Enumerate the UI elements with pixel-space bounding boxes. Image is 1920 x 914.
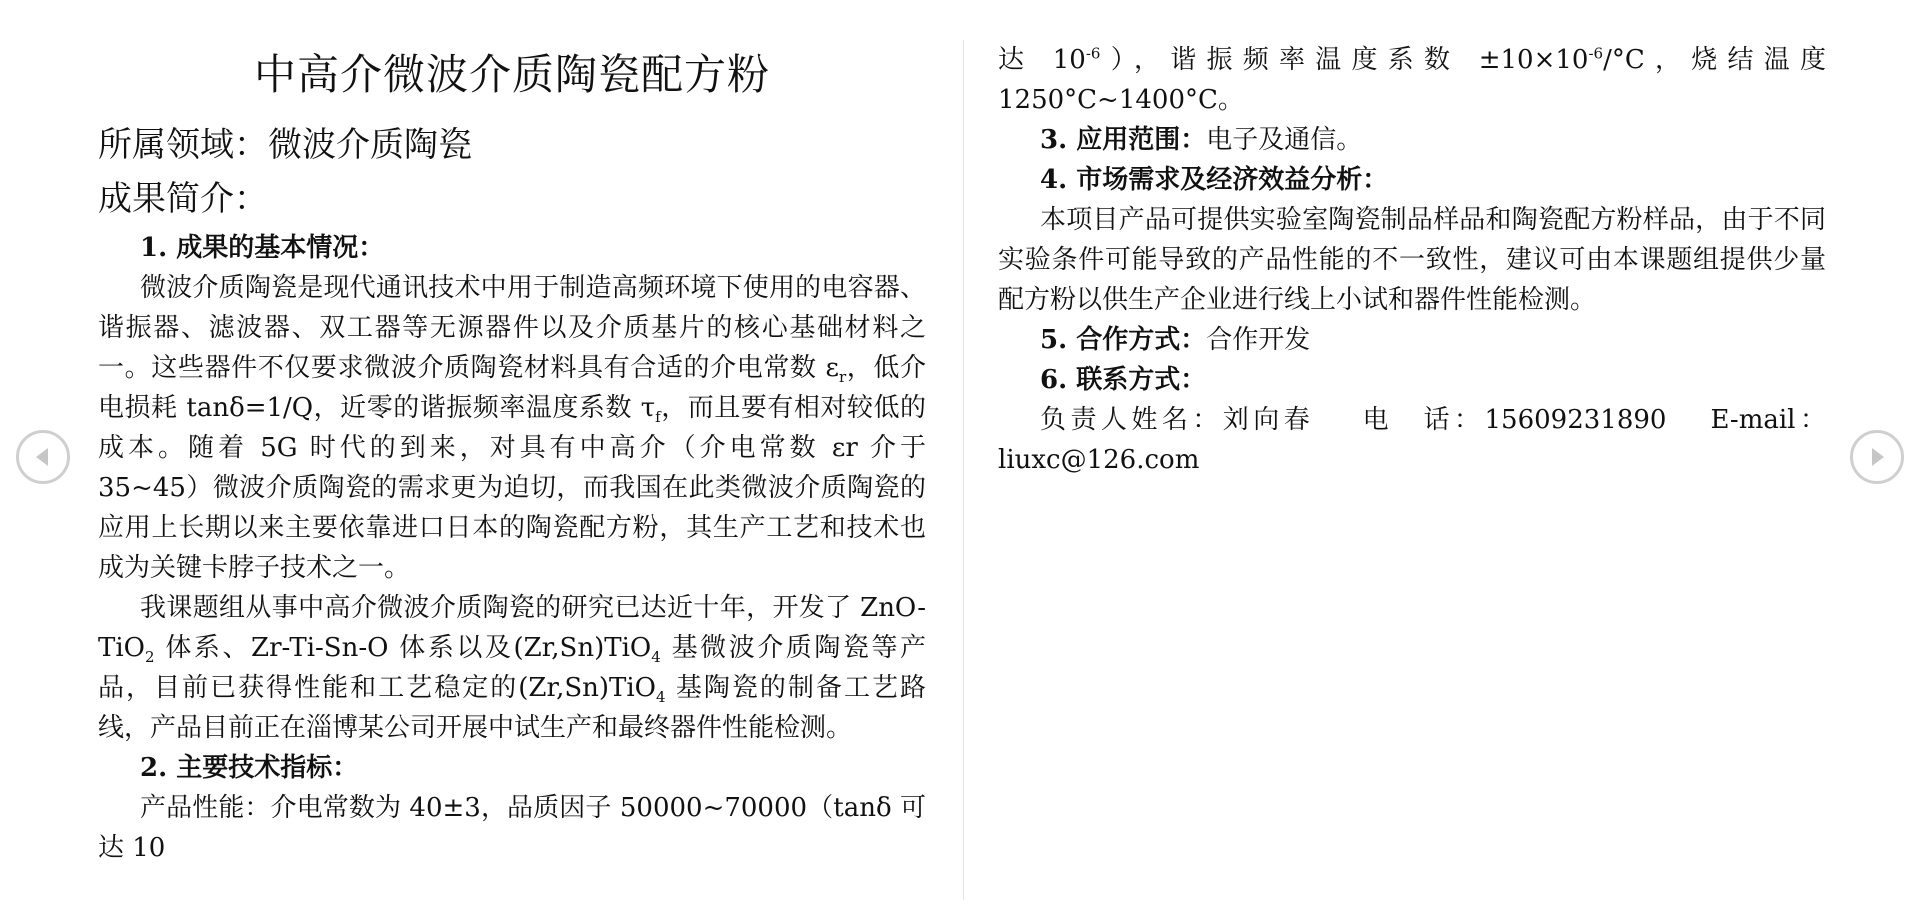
chevron-right-icon bbox=[1853, 433, 1901, 481]
section-3-heading: 3. 应用范围：电子及通信。 bbox=[1040, 125, 1363, 155]
left-page bbox=[98, 40, 927, 863]
right-page bbox=[998, 40, 1826, 480]
field-heading: 所属领域：微波介质陶瓷 bbox=[98, 125, 472, 165]
intro-heading: 成果简介： bbox=[98, 179, 268, 219]
section-5-heading: 5. 合作方式：合作开发 bbox=[1040, 325, 1311, 355]
paragraph-basic-info: 微波介质陶瓷是现代通讯技术中用于制造高频环境下使用的电容器、谐振器、滤波器、双工器等无源器件以及介质基片的核心基础材料之一。这些器件不仅要求微波介质陶瓷材料具有合适的介电常数 $\varepsilon_r$，低介电损耗 tanδ=1/Q，近零的谐振频率温度系数 $\tau_f$，而且要有相对较低的成本。随着 5G 时代的到来，对具有中高介（介电常数 εr 介于 35~45）微波介质陶瓷的需求更为迫切，而我国在此类微波介质陶瓷的应用上长期以来主要依靠进口日本的陶瓷配方粉，其生产工艺和技术也成为关键卡脖子技术之一。 bbox=[98, 273, 926, 583]
document-title: 中高介微波介质陶瓷配方粉 bbox=[253, 50, 770, 99]
prev-page-button[interactable] bbox=[16, 430, 70, 484]
contact-email: liuxc@126.com bbox=[998, 445, 1200, 475]
paragraph-research-summary: 我课题组从事中高介微波介质陶瓷的研究已达近十年，开发了 ZnO-TiO$_2$ 体系、Zr-Ti-Sn-O 体系以及(Zr,Sn)TiO$_4$ 基微波介质陶瓷等产品，目前已获得性能和工艺稳定的(Zr,Sn)TiO$_4$ 基陶瓷的制备工艺路线，产品目前正在淄博某公司开展中试生产和最终器件性能检测。 bbox=[98, 593, 927, 743]
section-6-heading: 6. 联系方式： bbox=[1040, 365, 1207, 395]
paragraph-tech-specs-continued: 达 $10^{-6}$），谐振频率温度系数 $\pm 10\times 10^{-6}/^\circ C$，烧结温度 1250°C~1400°C。 bbox=[998, 44, 1826, 115]
section-2-heading: 2. 主要技术指标： bbox=[140, 753, 359, 783]
section-4-heading: 4. 市场需求及经济效益分析： bbox=[1040, 165, 1389, 195]
page-divider bbox=[963, 40, 964, 900]
paragraph-market-analysis: 本项目产品可提供实验室陶瓷制品样品和陶瓷配方粉样品，由于不同实验条件可能导致的产品性能的不一致性，建议可由本课题组提供少量配方粉以供生产企业进行线上小试和器件性能检测。 bbox=[998, 205, 1826, 315]
chevron-left-icon bbox=[19, 433, 67, 481]
section-1-heading: 1. 成果的基本情况： bbox=[140, 233, 385, 263]
next-page-button[interactable] bbox=[1850, 430, 1904, 484]
paragraph-contact: 负责人姓名：刘向春 电 话：15609231890 E-mail： liuxc@126.com bbox=[998, 405, 1826, 475]
paragraph-tech-specs-start: 产品性能：介电常数为 40±3，品质因子 50000~70000（tanδ 可达 10 bbox=[98, 793, 926, 863]
